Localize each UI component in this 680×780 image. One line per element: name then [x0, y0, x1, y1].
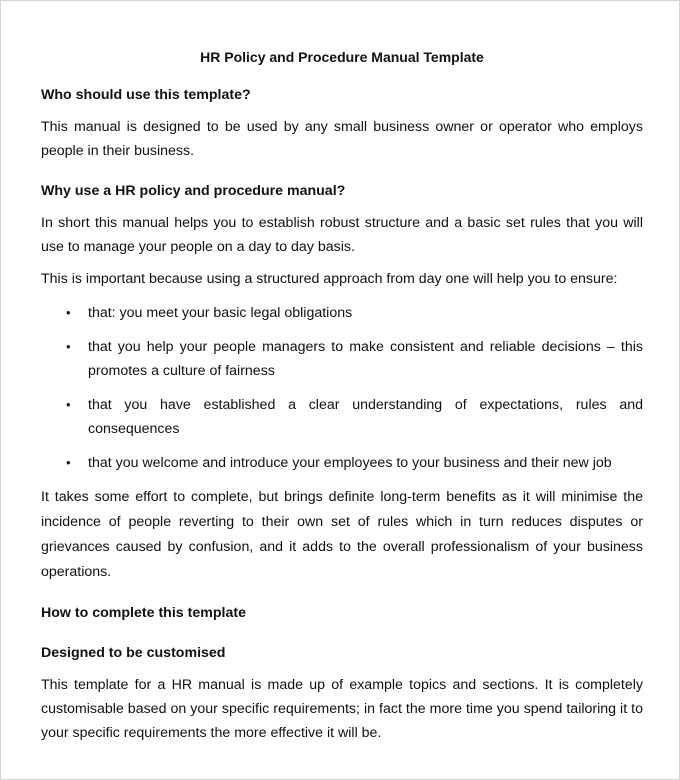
spacer [41, 291, 643, 301]
bullet-text: that you welcome and introduce your employees to your business and their new job [88, 455, 612, 471]
spacer [41, 203, 643, 211]
paragraph-why-3: It takes some effort to complete, but brings definite long-term benefits as it will minimise the incidence of people reverting to their own set of rules which in turn reduces disputes or grievances caused by confusion, and it adds to the overall professionalism of your business operations. [41, 489, 643, 580]
section-heading-how: How to complete this template [41, 605, 246, 621]
section-heading-who: Who should use this template? [41, 87, 251, 103]
bullet-text: that you help your people managers to make consistent and reliable decisions – this promotes a culture of fairness [88, 339, 643, 379]
spacer [41, 625, 643, 641]
paragraph-why-1: In short this manual helps you to establish robust structure and a basic set rules that you will use to manage your people on a day to day basis. [41, 215, 643, 255]
bullet-list [41, 301, 643, 475]
bullet-item [41, 301, 643, 325]
paragraph-who: This manual is designed to be used by any small business owner or operator who employs people in their business. [41, 119, 643, 159]
spacer [41, 665, 643, 673]
spacer [41, 163, 643, 179]
spacer [41, 585, 643, 601]
document-content [41, 46, 643, 745]
document-title: HR Policy and Procedure Manual Template [200, 49, 484, 65]
paragraph-why-2: This is important because using a structured approach from day one will help you to ensure: [41, 271, 618, 287]
bullet-text: that: you meet your basic legal obligations [88, 305, 353, 321]
spacer [41, 107, 643, 115]
bullet-dot-icon: • [66, 339, 71, 354]
spacer [41, 259, 643, 267]
bullet-text: that you have established a clear understanding of expectations, rules and consequences [88, 397, 643, 437]
bullet-item [41, 451, 643, 475]
bullet-item [41, 335, 643, 383]
bullet-dot-icon: • [66, 305, 71, 320]
section-heading-designed: Designed to be customised [41, 645, 226, 661]
paragraph-designed: This template for a HR manual is made up of example topics and sections. It is completely customisable based on your specific requirements; in fact the more time you spend tailoring it to your specific requirements the more effective it will be. [41, 677, 643, 741]
bullet-dot-icon: • [66, 397, 71, 412]
section-heading-why: Why use a HR policy and procedure manual? [41, 183, 346, 199]
bullet-dot-icon: • [66, 455, 71, 470]
bullet-item [41, 393, 643, 441]
